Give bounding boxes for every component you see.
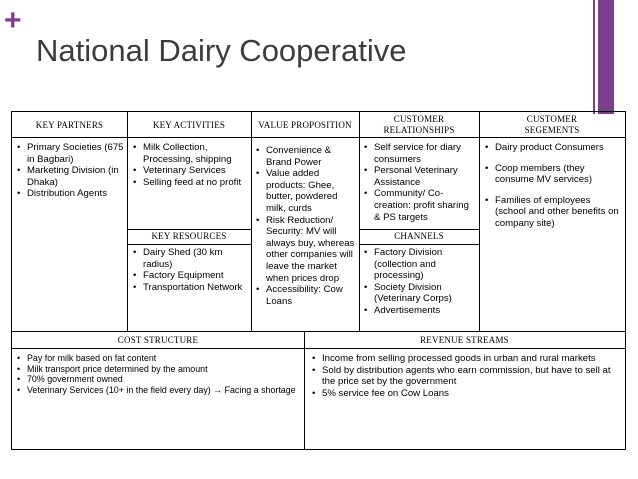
revenue-streams-header: REVENUE STREAMS	[420, 335, 509, 345]
list-item: • Convenience & Brand Power	[256, 145, 357, 168]
list-item: • Pay for milk based on fat content	[17, 353, 301, 364]
grid-line	[479, 137, 625, 138]
grid-line	[12, 348, 625, 349]
list-item: • Factory Equipment	[133, 270, 249, 282]
list-item: • Veterinary Services	[133, 165, 249, 177]
list-item: • Selling feed at no profit	[133, 177, 249, 189]
customer-relationships-header-line1: CUSTOMER	[393, 114, 445, 124]
list-item: • Income from selling processed goods in urban and rural markets	[312, 353, 618, 365]
grid-line	[359, 244, 479, 245]
cost-structure-list	[17, 353, 301, 396]
list-item: • 70% government owned	[17, 374, 301, 385]
list-item: • Milk transport price determined by the amount	[17, 364, 301, 375]
customer-segments-list	[485, 142, 623, 239]
list-item: • Distribution Agents	[17, 188, 125, 200]
customer-segments-header	[479, 114, 625, 136]
list-item: • Marketing Division (in Dhaka)	[17, 165, 125, 188]
list-item: • Primary Societies (675 in Bagbari)	[17, 142, 125, 165]
grid-line	[127, 244, 251, 245]
key-activities-header: KEY ACTIVITIES	[152, 120, 226, 130]
channels-list	[364, 247, 477, 317]
customer-segments-header-line2: SEGEMENTS	[524, 125, 580, 135]
list-item: • Dairy Shed (30 km radius)	[133, 247, 249, 270]
grid-line	[359, 229, 479, 230]
list-item: • Risk Reduction/ Security: MV will always buy, whereas other companies will leave the market when prices drop	[256, 215, 357, 285]
grid-line	[127, 137, 251, 138]
decorative-bar	[598, 0, 614, 114]
list-item: • Coop members (they consume MV services)	[485, 163, 623, 186]
key-resources-list	[133, 247, 249, 293]
list-item: • Self service for diary consumers	[364, 142, 477, 165]
list-item: • Dairy product Consumers	[485, 142, 623, 154]
grid-line	[479, 112, 480, 331]
list-item: • Sold by distribution agents who earn commission, but have to sell at the price set by the government	[312, 365, 618, 388]
cost-structure-header: COST STRUCTURE	[117, 335, 199, 345]
customer-segments-header-line1: CUSTOMER	[526, 114, 578, 124]
list-item: • Milk Collection, Processing, shipping	[133, 142, 249, 165]
grid-line	[12, 331, 625, 332]
slide-title: National Dairy Cooperative	[36, 33, 407, 68]
list-item: • Families of employees (school and other benefits on company site)	[485, 195, 623, 230]
list-item: • Value added products: Ghee, butter, powdered milk, curds	[256, 168, 357, 214]
list-item: • Accessibility: Cow Loans	[256, 284, 357, 307]
grid-line	[251, 137, 359, 138]
grid-line	[12, 137, 127, 138]
list-item: • Veterinary Services (10+ in the field every day) → Facing a shortage	[17, 385, 301, 396]
grid-line	[127, 229, 251, 230]
value-proposition-list	[256, 145, 357, 307]
key-partners-header: KEY PARTNERS	[35, 120, 104, 130]
grid-line	[304, 331, 305, 449]
key-partners-list	[17, 142, 125, 200]
grid-line	[359, 137, 479, 138]
list-item: • Advertisements	[364, 305, 477, 317]
key-resources-header: KEY RESOURCES	[151, 231, 227, 241]
decorative-thin-bar	[593, 0, 595, 114]
channels-header: CHANNELS	[394, 231, 444, 241]
list-item: • Personal Veterinary Assistance	[364, 165, 477, 188]
value-proposition-header: VALUE PROPOSITION	[258, 120, 352, 130]
grid-line	[127, 112, 128, 331]
customer-relationships-header-line2: RELATIONSHIPS	[383, 125, 455, 135]
grid-line	[251, 112, 252, 331]
revenue-streams-list	[312, 353, 618, 399]
customer-relationships-header	[359, 114, 479, 136]
key-activities-list	[133, 142, 249, 188]
business-model-canvas	[11, 111, 626, 450]
grid-line	[359, 112, 360, 331]
list-item: • Community/ Co-creation: profit sharing & PS targets	[364, 188, 477, 223]
customer-relationships-list	[364, 142, 477, 223]
list-item: • Society Division (Veterinary Corps)	[364, 282, 477, 305]
plus-mark: +	[4, 4, 22, 37]
list-item: • Factory Division (collection and processing)	[364, 247, 477, 282]
list-item: • 5% service fee on Cow Loans	[312, 388, 618, 400]
list-item: • Transportation Network	[133, 282, 249, 294]
